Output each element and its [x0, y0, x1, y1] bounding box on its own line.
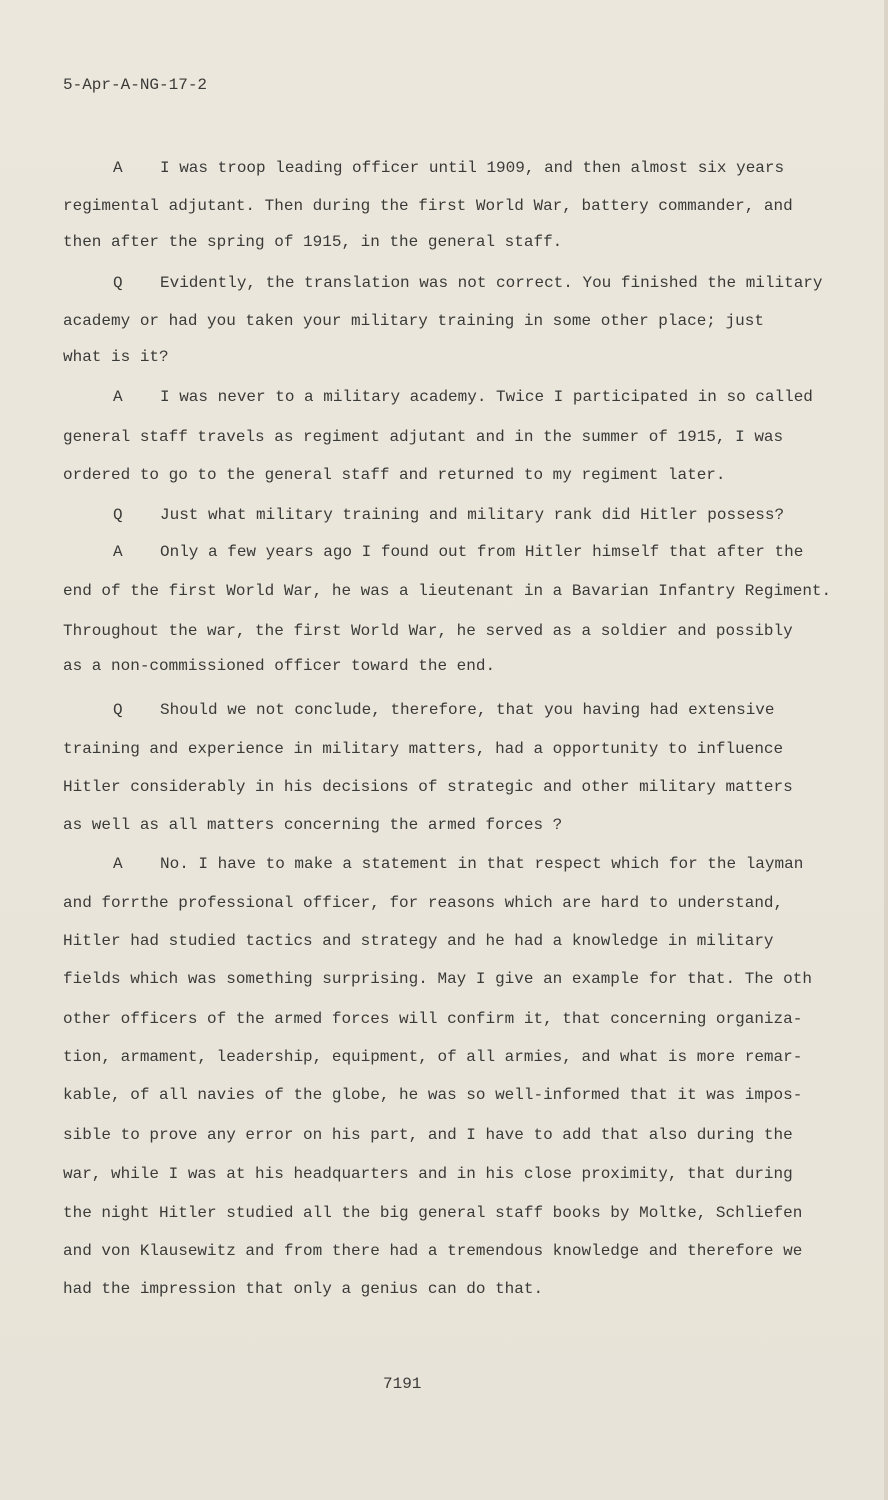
speaker-marker: Q — [113, 506, 123, 524]
text-line: ordered to go to the general staff and returned to my regiment later. — [63, 466, 726, 484]
page-number: 7191 — [383, 1375, 422, 1393]
text-line: had the impression that only a genius can do that. — [63, 1280, 544, 1298]
page-edge — [884, 0, 888, 1500]
text-line: as a non-commissioned officer toward the end. — [63, 657, 496, 675]
speaker-marker: A — [113, 543, 123, 561]
text-line: academy or had you taken your military training in some other place; just — [63, 312, 764, 330]
text-line: and forrthe professional officer, for reasons which are hard to understand, — [63, 894, 784, 912]
text-line: I was never to a military academy. Twice I participated in so called — [160, 388, 813, 406]
text-line: and von Klausewitz and from there had a tremendous knowledge and therefore we — [63, 1242, 803, 1260]
text-line: end of the first World War, he was a lieutenant in a Bavarian Infantry Regiment. — [63, 582, 832, 600]
text-line: Just what military training and military rank did Hitler possess? — [160, 506, 785, 524]
document-id: 5-Apr-A-NG-17-2 — [63, 76, 208, 94]
text-line: Only a few years ago I found out from Hitler himself that after the — [160, 543, 804, 561]
text-line: Throughout the war, the first World War, he served as a soldier and possibly — [63, 622, 793, 640]
text-line: Should we not conclude, therefore, that you having had extensive — [160, 701, 775, 719]
text-line: tion, armament, leadership, equipment, of all armies, and what is more remar- — [63, 1048, 803, 1066]
speaker-marker: A — [113, 855, 123, 873]
text-line: general staff travels as regiment adjutant and in the summer of 1915, I was — [63, 428, 784, 446]
text-line: fields which was something surprising. May I give an example for that. The oth — [63, 970, 812, 988]
text-line: No. I have to make a statement in that respect which for the layman — [160, 855, 804, 873]
speaker-marker: A — [113, 388, 123, 406]
text-line: war, while I was at his headquarters and in his close proximity, that during — [63, 1165, 793, 1183]
text-line: Hitler considerably in his decisions of strategic and other military matters — [63, 778, 793, 796]
text-line: training and experience in military matters, had a opportunity to influence — [63, 740, 784, 758]
text-line: the night Hitler studied all the big general staff books by Moltke, Schliefen — [63, 1204, 803, 1222]
text-line: kable, of all navies of the globe, he was so well-informed that it was impos- — [63, 1086, 803, 1104]
text-line: what is it? — [63, 348, 169, 366]
text-line: Hitler had studied tactics and strategy and he had a knowledge in military — [63, 932, 774, 950]
text-line: regimental adjutant. Then during the first World War, battery commander, and — [63, 197, 793, 215]
text-line: other officers of the armed forces will confirm it, that concerning organiza- — [63, 1010, 803, 1028]
text-line: then after the spring of 1915, in the general staff. — [63, 233, 563, 251]
speaker-marker: A — [113, 159, 123, 177]
text-line: as well as all matters concerning the armed forces ? — [63, 816, 563, 834]
text-line: Evidently, the translation was not correct. You finished the military — [160, 274, 823, 292]
text-line: sible to prove any error on his part, and I have to add that also during the — [63, 1126, 793, 1144]
speaker-marker: Q — [113, 274, 123, 292]
text-line: I was troop leading officer until 1909, and then almost six years — [160, 159, 785, 177]
speaker-marker: Q — [113, 701, 123, 719]
